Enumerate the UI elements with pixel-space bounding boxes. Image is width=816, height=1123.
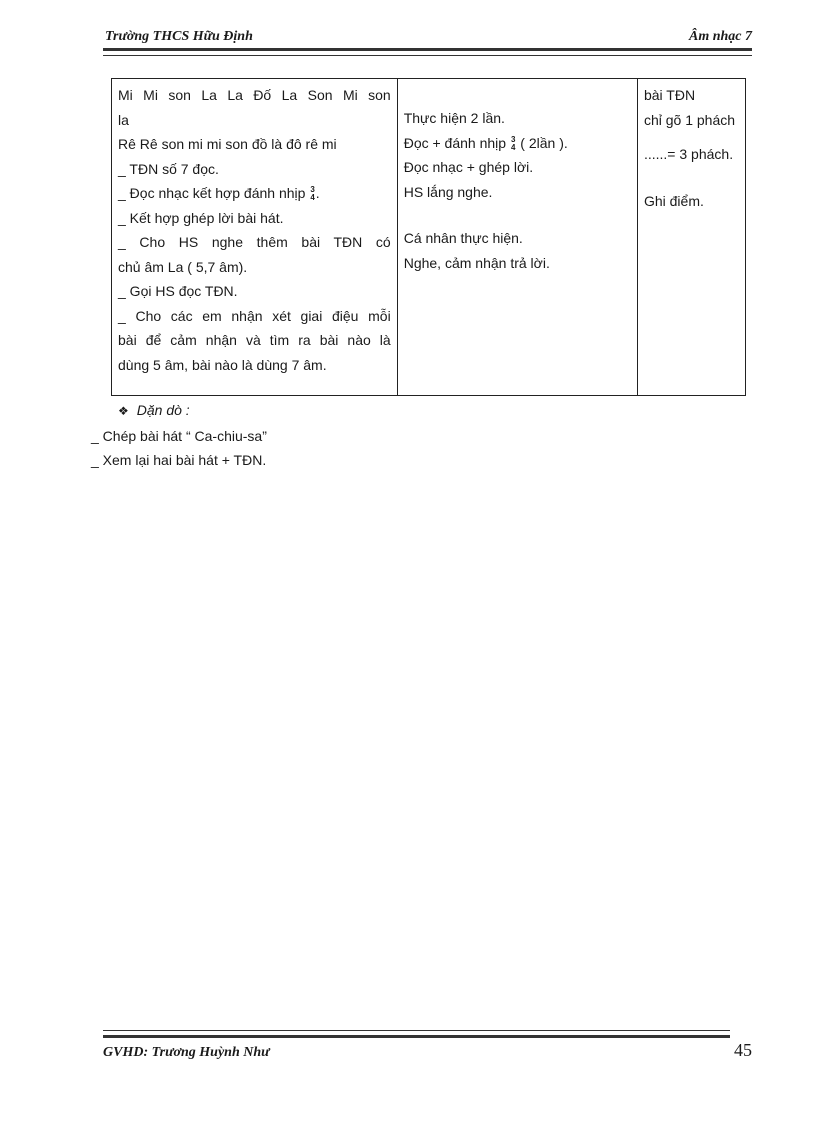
solfege-line-1: Mi Mi son La La Đố La Son Mi son	[118, 87, 391, 103]
activity-line: _ Cho các em nhận xét giai điệu mỗi	[118, 307, 391, 324]
student-text: Đọc + đánh nhịp	[403, 134, 507, 151]
spacer	[644, 167, 745, 189]
diamond-bullet-icon: ❖	[118, 404, 129, 418]
student-line: Thực hiện 2 lần.	[403, 110, 505, 126]
note-line: bài TĐN	[643, 87, 696, 103]
note-line: Ghi điểm.	[643, 192, 704, 209]
homework-item: _ Xem lại hai bài hát + TĐN.	[91, 452, 267, 468]
student-line: Nghe, cảm nhận trả lời.	[403, 254, 550, 271]
time-signature	[511, 136, 515, 152]
activity-text: _ Đọc nhạc kết hợp đánh nhịp	[118, 185, 306, 201]
page-header	[103, 29, 752, 49]
note-line: ......= 3 phách.	[643, 146, 734, 162]
activity-line: bài để cảm nhận và tìm ra bài nào là	[118, 332, 391, 348]
spacer	[644, 132, 745, 142]
student-line: HS lắng nghe.	[403, 183, 493, 200]
lesson-table	[111, 78, 746, 396]
school-name: Trường THCS Hữu Định	[105, 29, 253, 44]
activity-line: dùng 5 âm, bài nào là dùng 7 âm.	[118, 356, 327, 373]
note-line: chỉ gõ 1 phách	[643, 111, 736, 128]
activity-line: chủ âm La ( 5,7 âm).	[118, 258, 248, 275]
time-signature	[310, 186, 314, 202]
student-line: Cá nhân thực hiện.	[403, 230, 523, 246]
teacher-name: GVHD: Trương Huỳnh Như	[103, 1045, 270, 1060]
time-sig-top: 3	[510, 134, 516, 144]
homework-item: _ Chép bài hát “ Ca-chiu-sa”	[91, 428, 267, 444]
time-sig-top: 3	[310, 185, 315, 195]
subject-name: Âm nhạc 7	[688, 29, 752, 44]
activity-line: _ Cho HS nghe thêm bài TĐN có	[118, 234, 391, 250]
student-line: Đọc nhạc + ghép lời.	[403, 159, 534, 175]
student-activity-cell	[397, 79, 637, 396]
activity-text: .	[315, 185, 320, 201]
header-divider	[103, 48, 752, 56]
activity-line	[118, 181, 391, 206]
student-line	[404, 131, 631, 156]
time-sig-bottom: 4	[310, 193, 315, 203]
solfege-line-2: la	[118, 111, 129, 128]
homework-title: Dặn dò :	[136, 402, 190, 418]
teacher-activity-cell	[112, 79, 398, 396]
time-sig-bottom: 4	[510, 142, 516, 152]
homework-heading	[118, 402, 190, 418]
notes-cell	[637, 79, 745, 396]
student-text: ( 2lần ).	[520, 134, 568, 151]
solfege-line-3: Rê Rê son mi mi son đồ là đô rê mi	[118, 136, 337, 152]
spacer	[404, 204, 631, 226]
activity-line: _ TĐN số 7 đọc.	[118, 160, 219, 177]
footer-divider	[103, 1030, 730, 1038]
table-row	[112, 79, 746, 396]
activity-line: _ Kết hợp ghép lời bài hát.	[118, 209, 284, 226]
activity-line: _ Gọi HS đọc TĐN.	[118, 283, 238, 299]
page-number: 45	[734, 1040, 752, 1060]
